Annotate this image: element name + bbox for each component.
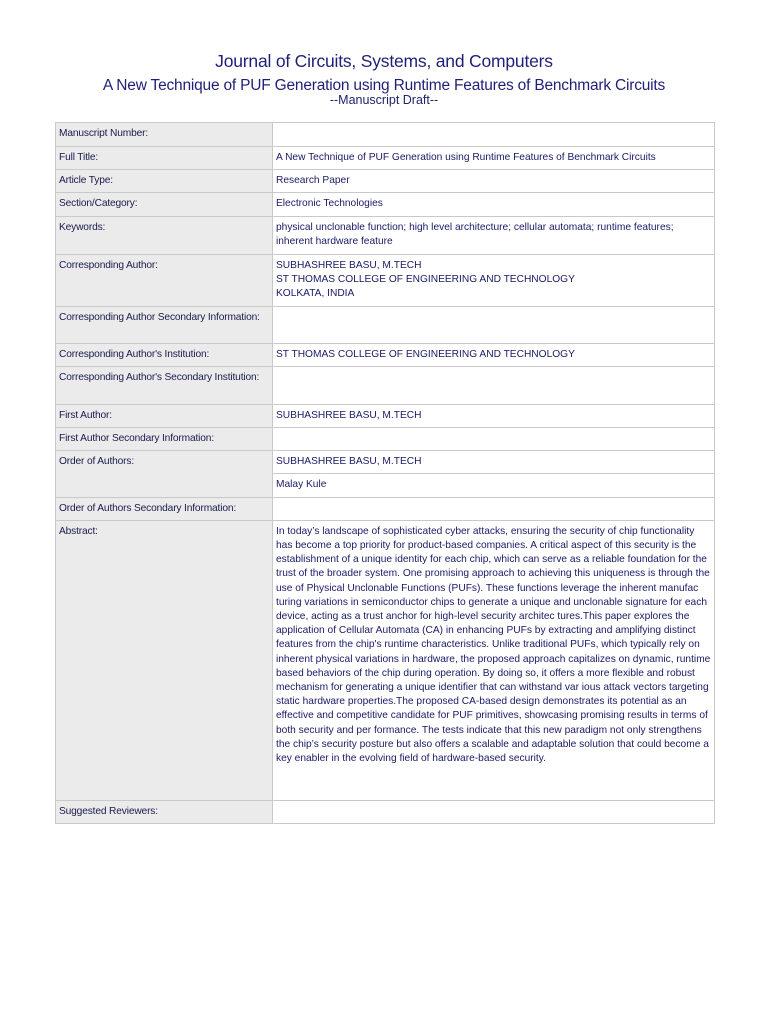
corresponding-author-secondary-label: Corresponding Author Secondary Information: xyxy=(56,306,273,343)
table-row xyxy=(56,404,715,427)
journal-name: Journal of Circuits, Systems, and Computers xyxy=(215,51,553,71)
abstract-label: Abstract: xyxy=(56,520,273,800)
table-row xyxy=(56,366,715,404)
first-author-value: SUBHASHREE BASU, M.TECH xyxy=(273,404,715,427)
table-row xyxy=(56,123,715,147)
manuscript-metadata-table xyxy=(55,122,715,824)
document-header xyxy=(0,50,768,107)
draft-label: --Manuscript Draft-- xyxy=(329,93,439,107)
section-category-label: Section/Category: xyxy=(56,193,273,216)
manuscript-number-label: Manuscript Number: xyxy=(56,123,273,147)
order-of-authors-secondary-label: Order of Authors Secondary Information: xyxy=(56,497,273,520)
keywords-label: Keywords: xyxy=(56,216,273,254)
table-row xyxy=(56,306,715,343)
manuscript-title: A New Technique of PUF Generation using Runtime Features of Benchmark Circuits xyxy=(102,77,666,94)
table-row xyxy=(56,254,715,306)
article-type-value: Research Paper xyxy=(273,170,715,193)
keywords-value: physical unclonable function; high level architecture; cellular automata; runtime features; inherent hardware feature xyxy=(273,216,715,254)
corresponding-author-name: SUBHASHREE BASU, M.TECH xyxy=(276,259,422,271)
corresponding-author-college: ST THOMAS COLLEGE OF ENGINEERING AND TECHNOLOGY xyxy=(276,273,575,285)
corresponding-author-location: KOLKATA, INDIA xyxy=(276,288,355,300)
full-title-value: A New Technique of PUF Generation using Runtime Features of Benchmark Circuits xyxy=(273,147,715,170)
table-row xyxy=(56,520,715,800)
corresponding-institution-label: Corresponding Author's Institution: xyxy=(56,343,273,366)
table-row xyxy=(56,343,715,366)
table-row xyxy=(56,428,715,451)
table-row xyxy=(56,451,715,474)
table-row xyxy=(56,216,715,254)
table-row xyxy=(56,170,715,193)
corresponding-author-label: Corresponding Author: xyxy=(56,254,273,306)
corresponding-author-value xyxy=(273,254,715,306)
corresponding-secondary-institution-value xyxy=(273,366,715,404)
first-author-label: First Author: xyxy=(56,404,273,427)
manuscript-number-value xyxy=(273,123,715,147)
first-author-secondary-label: First Author Secondary Information: xyxy=(56,428,273,451)
order-of-authors-secondary-value xyxy=(273,497,715,520)
order-of-authors-first: SUBHASHREE BASU, M.TECH xyxy=(273,451,715,474)
order-of-authors-second: Malay Kule xyxy=(273,474,715,497)
table-row xyxy=(56,147,715,170)
suggested-reviewers-value xyxy=(273,800,715,823)
table-row xyxy=(56,800,715,823)
article-type-label: Article Type: xyxy=(56,170,273,193)
table-row xyxy=(56,497,715,520)
corresponding-institution-value: ST THOMAS COLLEGE OF ENGINEERING AND TECHNOLOGY xyxy=(273,343,715,366)
full-title-label: Full Title: xyxy=(56,147,273,170)
order-of-authors-label: Order of Authors: xyxy=(56,451,273,497)
first-author-secondary-value xyxy=(273,428,715,451)
abstract-value: In today’s landscape of sophisticated cyber attacks, ensuring the security of chip functionality has become a top priority for product-based companies. A critical aspect of this security is the establishment of a unique identity for each chip, which can serve as a reliable foundation for the trust of the broader system. One promising approach to achieving this uniqueness is through the use of Physical Unclonable Functions (PUFs). These functions leverage the inherent manufac turing variations in semiconductor chips to generate a unique and unclonable signature for each device, acting as a trust anchor for high-level security architec tures.This paper explores the application of Cellular Automata (CA) in enhancing PUFs by extracting and amplifying distinct features from the chip's runtime characteristics. Unlike traditional PUFs, which typically rely on inherent physical variations in hardware, the proposed approach capitalizes on dynamic, runtime based behaviors of the chip during operation. By doing so, it offers a more flexible and robust mechanism for generating a unique identifier that can withstand var ious attack vectors targeting static hardware properties.The proposed CA-based design demonstrates its potential as an effective and competitive candidate for PUF primitives, showcasing promising results in terms of both security and per formance. The tests indicate that this new paradigm not only strengthens the chip’s security posture but also offers a scalable and adaptable solution that could become a key enabler in the evolving field of hardware-based security. xyxy=(273,520,715,800)
section-category-value: Electronic Technologies xyxy=(273,193,715,216)
corresponding-secondary-institution-label: Corresponding Author's Secondary Institution: xyxy=(56,366,273,404)
corresponding-author-secondary-value xyxy=(273,306,715,343)
suggested-reviewers-label: Suggested Reviewers: xyxy=(56,800,273,823)
table-row xyxy=(56,193,715,216)
